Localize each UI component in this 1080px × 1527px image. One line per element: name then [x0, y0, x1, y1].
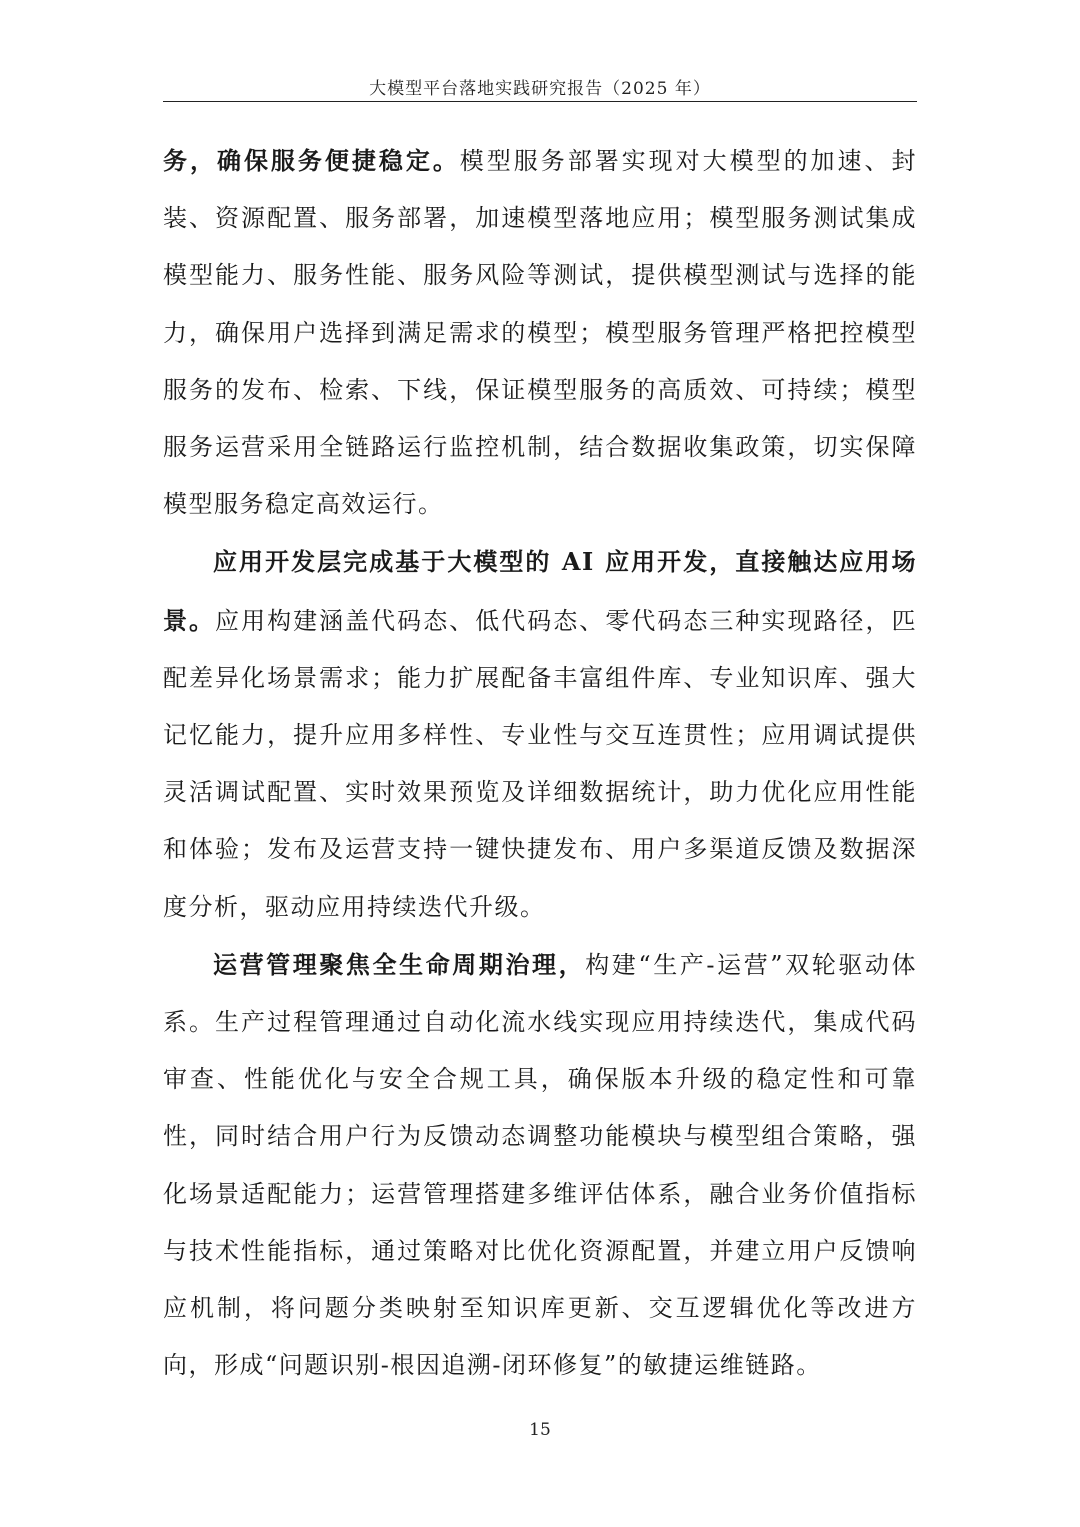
page-number: 15 [529, 1420, 551, 1440]
paragraph-operations [163, 936, 917, 1395]
running-header: 大模型平台落地实践研究报告（2025 年） [369, 79, 711, 99]
paragraph-model-service [163, 132, 917, 533]
header-divider [163, 101, 917, 102]
paragraph-text: 模型服务部署实现对大模型的加速、封装、资源配置、服务部署，加速模型落地应用；模型服务测试集成模型能力、服务性能、服务风险等测试，提供模型测试与选择的能力，确保用户选择到满足需求的模型；模型服务管理严格把控模型服务的发布、检索、下线，保证模型服务的高质效、可持续；模型服务运营采用全链路运行监控机制，结合数据收集政策，切实保障模型服务稳定高效运行。 [163, 147, 917, 519]
paragraph-text: 应用构建涵盖代码态、低代码态、零代码态三种实现路径，匹配差异化场景需求；能力扩展配备丰富组件库、专业知识库、强大记忆能力，提升应用多样性、专业性与交互连贯性；应用调试提供灵活调试配置、实时效果预览及详细数据统计，助力优化应用性能和体验；发布及运营支持一键快捷发布、用户多渠道反馈及数据深度分析，驱动应用持续迭代升级。 [163, 606, 918, 921]
document-body [163, 132, 917, 1394]
paragraph-lead: 运营管理聚焦全生命周期治理， [213, 949, 586, 979]
paragraph-lead: 务，确保服务便捷稳定。 [163, 146, 460, 175]
paragraph-text: 构建“生产-运营”双轮驱动体系。生产过程管理通过自动化流水线实现应用持续迭代，集成代码审查、性能优化与安全合规工具，确保版本升级的稳定性和可靠性，同时结合用户行为反馈动态调整功能模块与模型组合策略，强化场景适配能力；运营管理搭建多维评估体系，融合业务价值指标与技术性能指标，通过策略对比优化资源配置，并建立用户反馈响应机制，将问题分类映射至知识库更新、交互逻辑优化等改进方向，形成“问题识别-根因追溯-闭环修复”的敏捷运维链路。 [163, 950, 917, 1380]
paragraph-app-development [163, 533, 917, 935]
paragraph-lead: 应用开发层完成基于大模型的 AI 应用开发，直接触达应用场景。 [163, 547, 917, 635]
